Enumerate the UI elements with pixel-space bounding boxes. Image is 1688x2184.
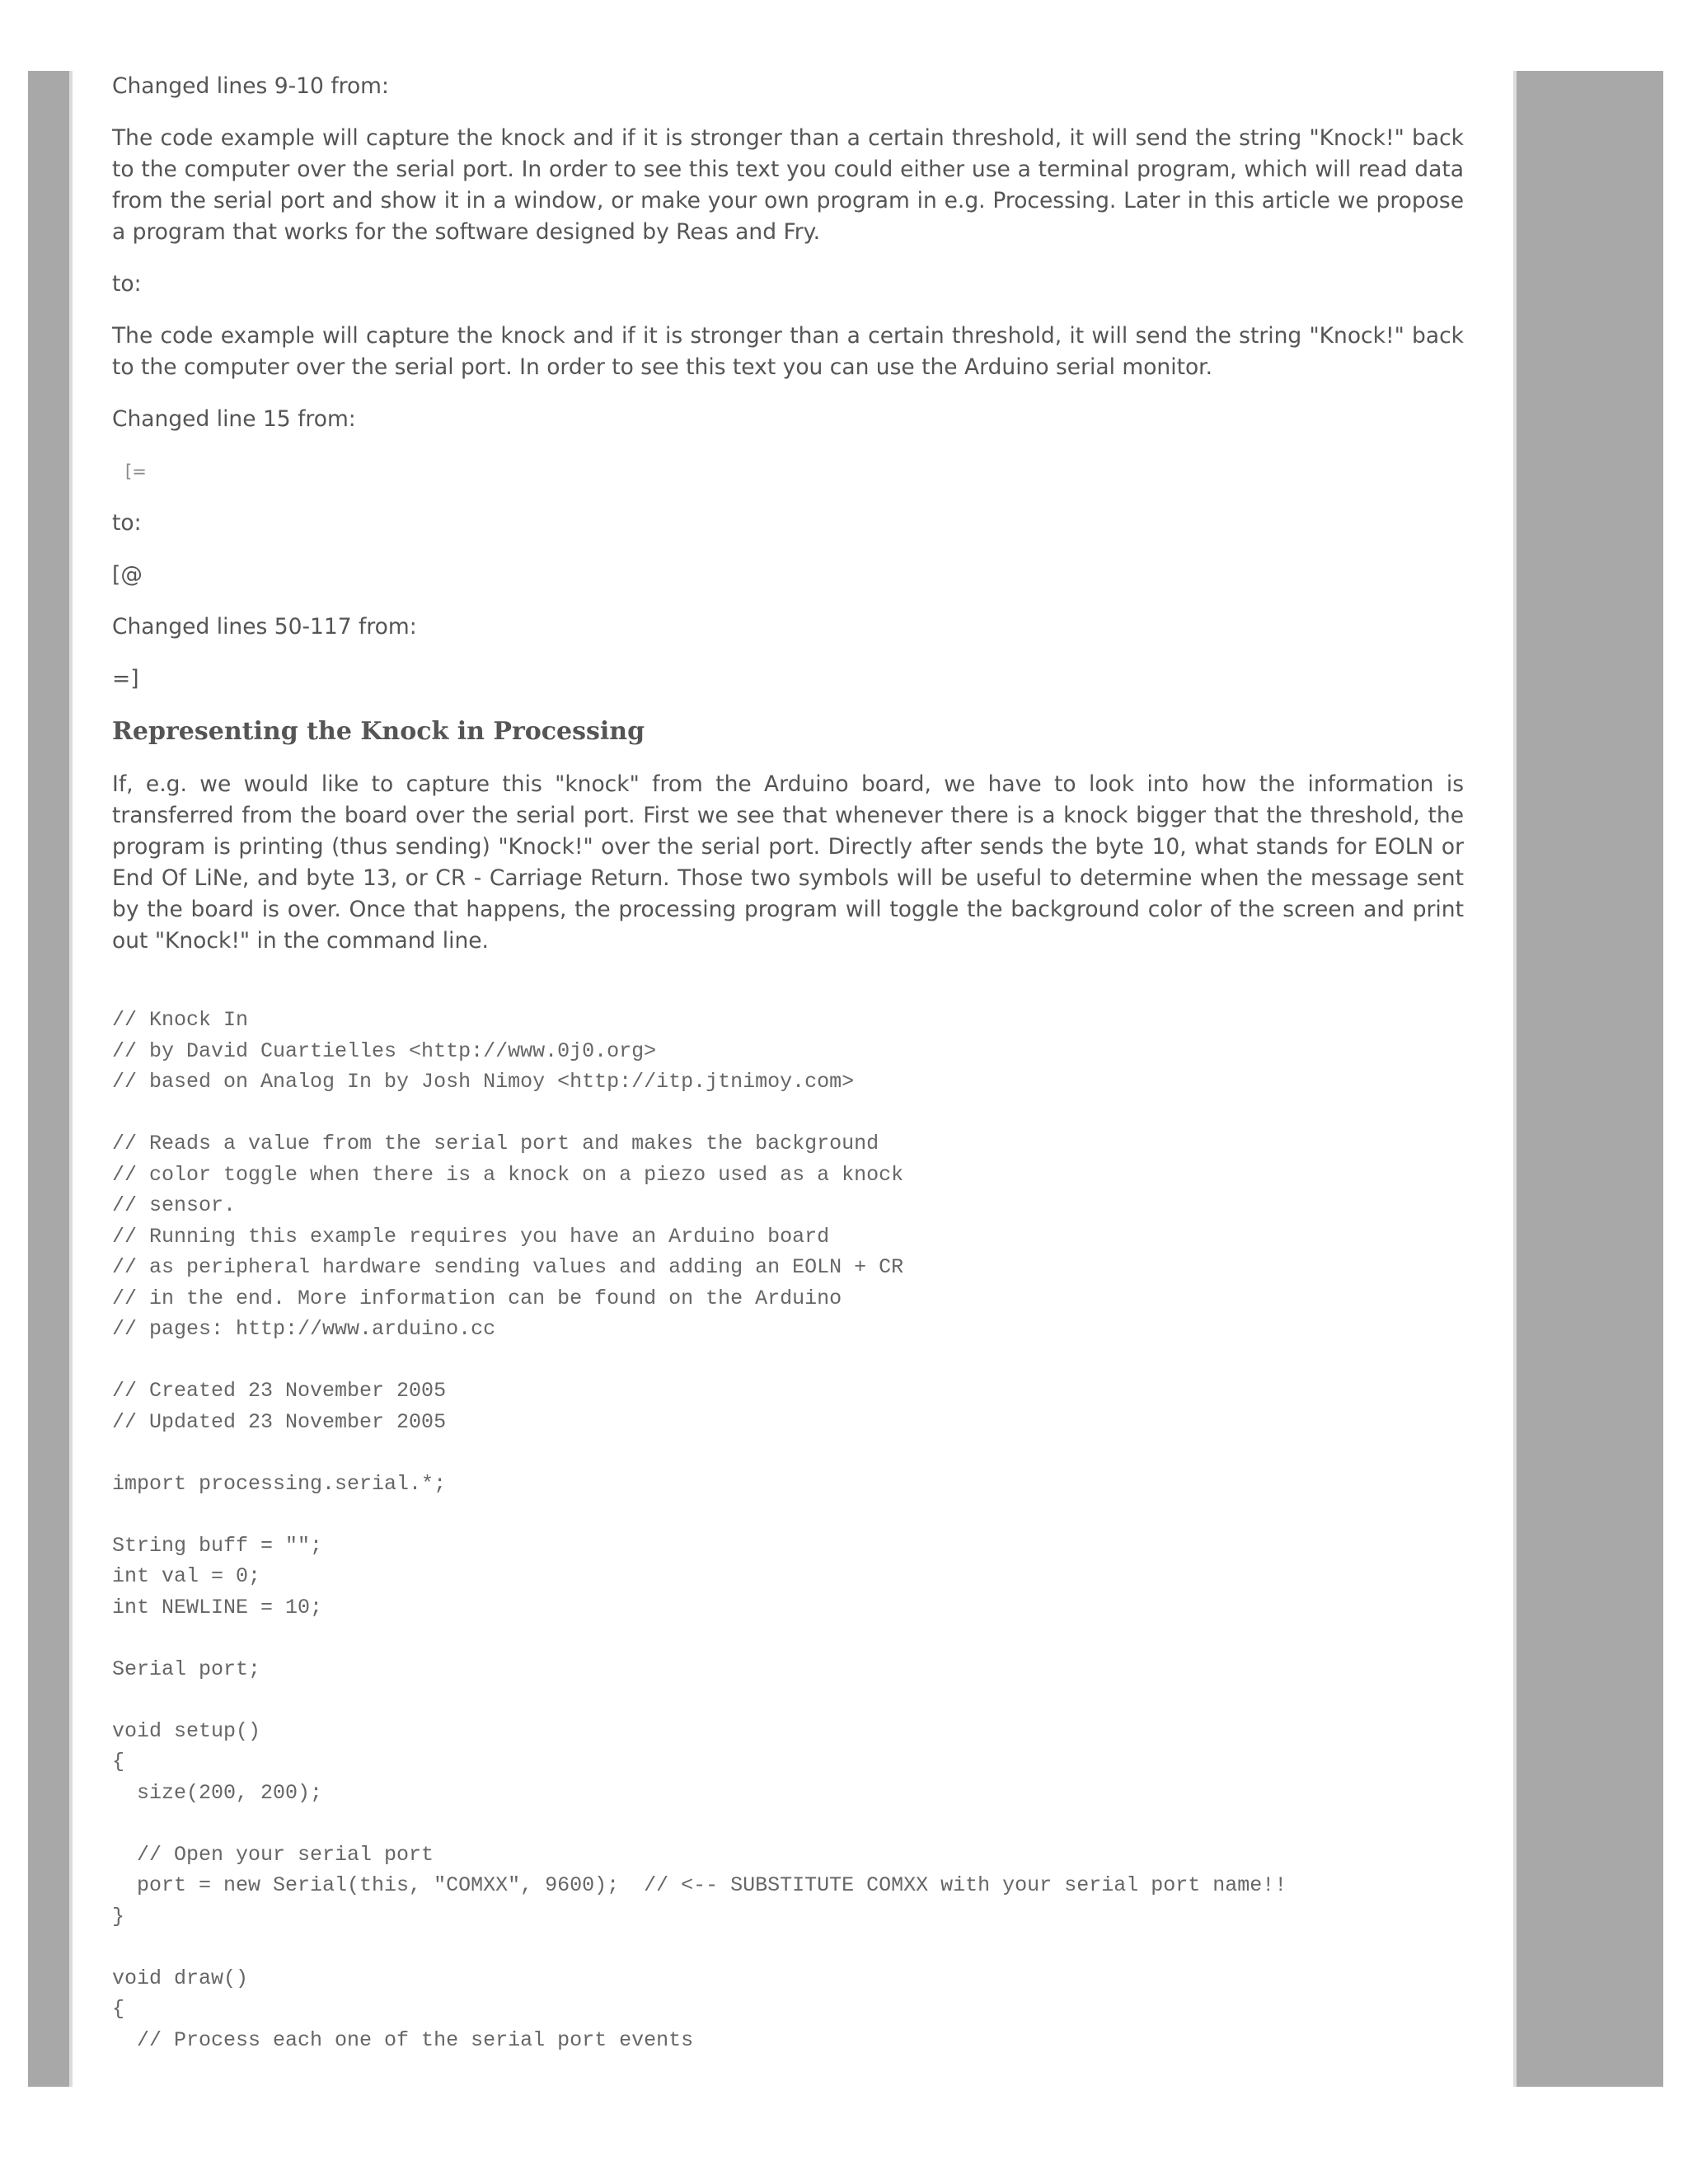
change-to-markup: [@ — [112, 562, 143, 588]
change-header-lines-9-10: Changed lines 9-10 from: — [112, 73, 389, 99]
change-header-lines-50-117: Changed lines 50-117 from: — [112, 614, 417, 640]
change-to-label: to: — [112, 510, 142, 536]
right-margin-bar — [1513, 71, 1663, 2087]
section-paragraph: If, e.g. we would like to capture this "knock" from the Arduino board, we have to look into how the information is transferred from the board over the serial port. First we see that whenever there is a knock bigger that the threshold, the program is printing (thus sending) "Knock!" over the serial port. Directly after sends the byte 10, what stands for EOLN or End Of LiNe, and byte 13, or CR - Carriage Return. Those two symbols will be useful to determine when the message sent by the board is over. Once that happens, the processing program will toggle the background color of the screen and print out "Knock!" in the command line. — [112, 771, 1464, 954]
change-to-label: to: — [112, 271, 142, 297]
change-header-line-15: Changed line 15 from: — [112, 406, 356, 432]
change-from-text: The code example will capture the knock and if it is stronger than a certain threshold, it will send the string "Knock!" back to the computer over the serial port. In order to see this text you could either use a terminal program, which will read data from the serial port and show it in a window, or make your own program in e.g. Processing. Later in this article we propose a program that works for the software designed by Reas and Fry. — [112, 125, 1464, 245]
section-heading: Representing the Knock in Processing — [112, 717, 645, 746]
left-margin-bar — [28, 71, 73, 2087]
change-to-text: The code example will capture the knock and if it is stronger than a certain threshold, it will send the string "Knock!" back to the computer over the serial port. In order to see this text you can use the Arduino serial monitor. — [112, 323, 1464, 380]
code-listing: // Knock In // by David Cuartielles <http://www.0j0.org> // based on Analog In by Josh Nimoy <http://itp.jtnimoy.com> // Reads a value from the serial port and makes the background // color toggle when there is a knock on a piezo used as a knock // sensor. // Running this example requires you have an Arduino board // as peripheral hardware sending values and adding an EOLN + CR // in the end. More information can be found on the Arduino // pages: http://www.arduino.cc // Created 23 November 2005 // Updated 23 November 2005 import processing.serial.*; String buff = ""; int val = 0; int NEWLINE = 10; Serial port; void setup() { size(200, 200); // Open your serial port port = new Serial(this, "COMXX", 9600); // <-- SUBSTITUTE COMXX with your serial port name!! } void draw() { // Process each one of the serial port events — [112, 1008, 1287, 2052]
change-from-markup: [= — [125, 462, 147, 481]
page-content — [112, 71, 1464, 2087]
change-from-markup-close: =] — [112, 666, 139, 691]
